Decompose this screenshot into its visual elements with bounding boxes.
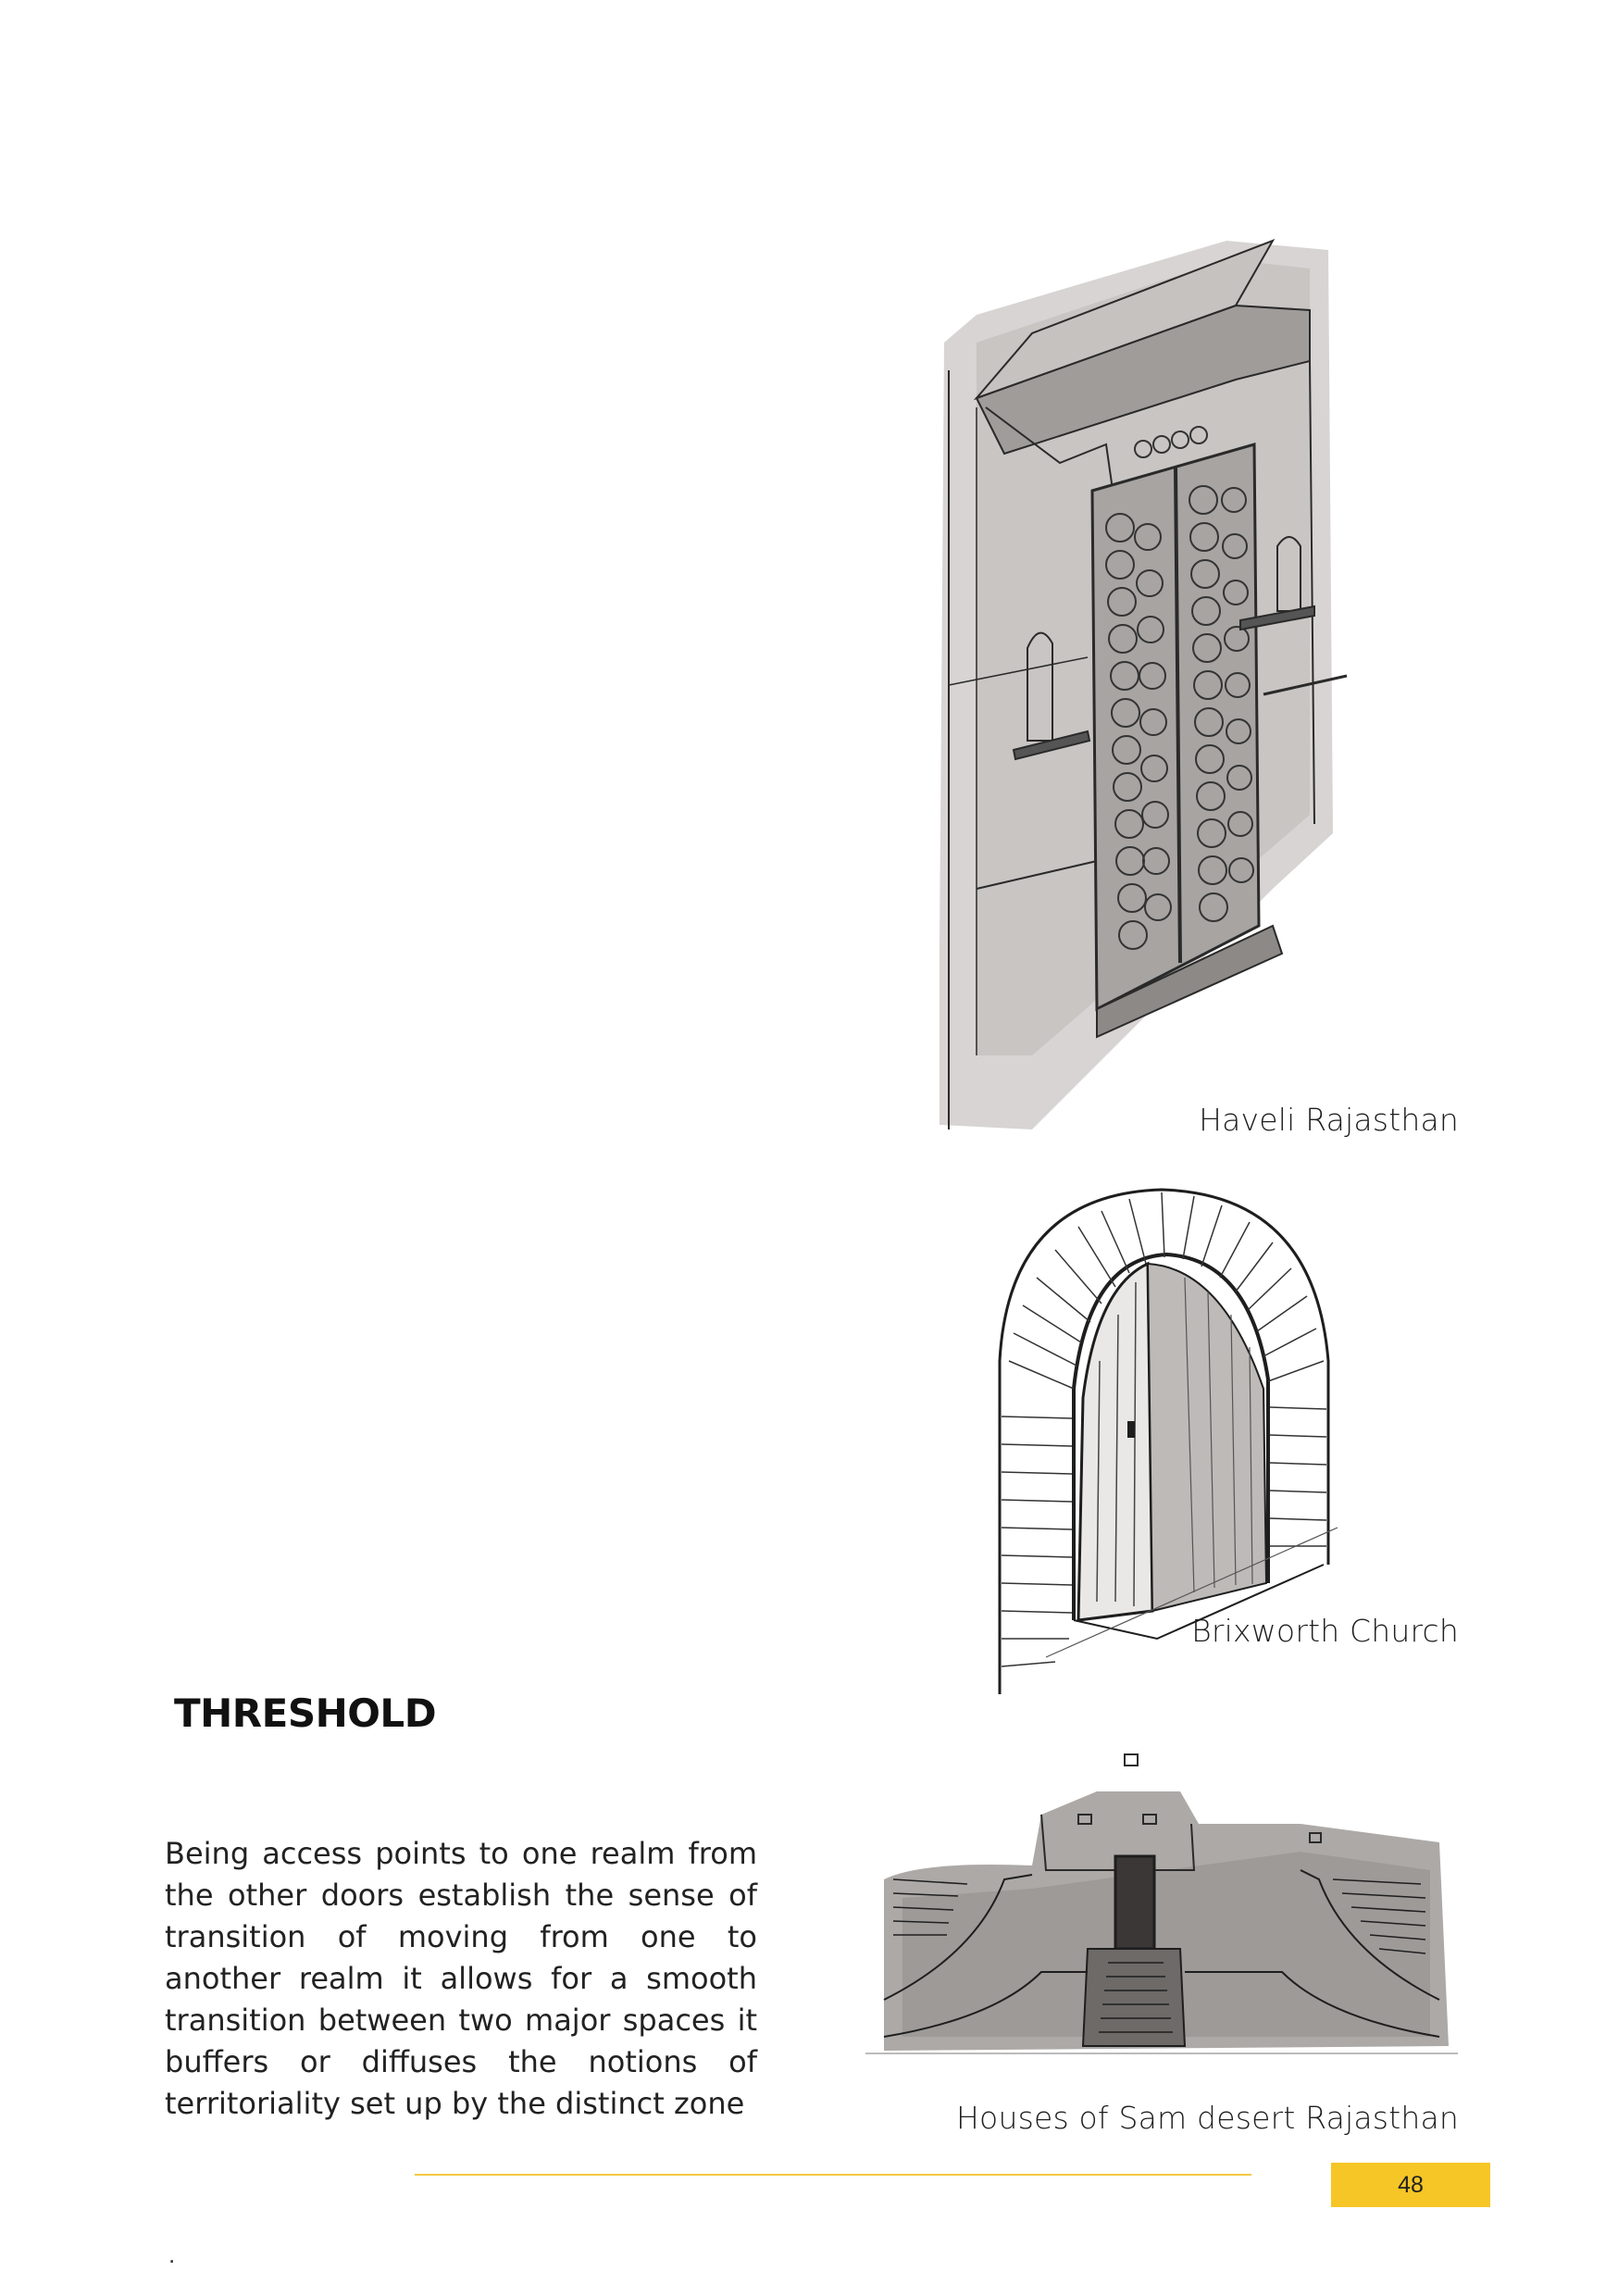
page-number-badge (1331, 2163, 1490, 2207)
page-number: 48 (1398, 2171, 1424, 2198)
haveli-door-sketch (921, 222, 1365, 1129)
caption-houses-of-sam-desert-rajasthan: Houses of Sam desert Rajasthan (956, 2100, 1459, 2136)
footer-divider (415, 2174, 1251, 2176)
section-body-text: Being access points to one realm from the other doors establish the sense of transition of moving from one to another realm it allows for a smooth transition between two major spaces it buffers or diffuses the notions of territoriality set up by the distinct zone (165, 1836, 757, 2121)
section-heading: THRESHOLD (174, 1691, 437, 1736)
caption-haveli-rajasthan: Haveli Rajasthan (1199, 1102, 1459, 1138)
sam-desert-houses-sketch (865, 1741, 1458, 2092)
caption-brixworth-church: Brixworth Church (1191, 1613, 1459, 1649)
stray-mark: . (168, 2240, 176, 2268)
